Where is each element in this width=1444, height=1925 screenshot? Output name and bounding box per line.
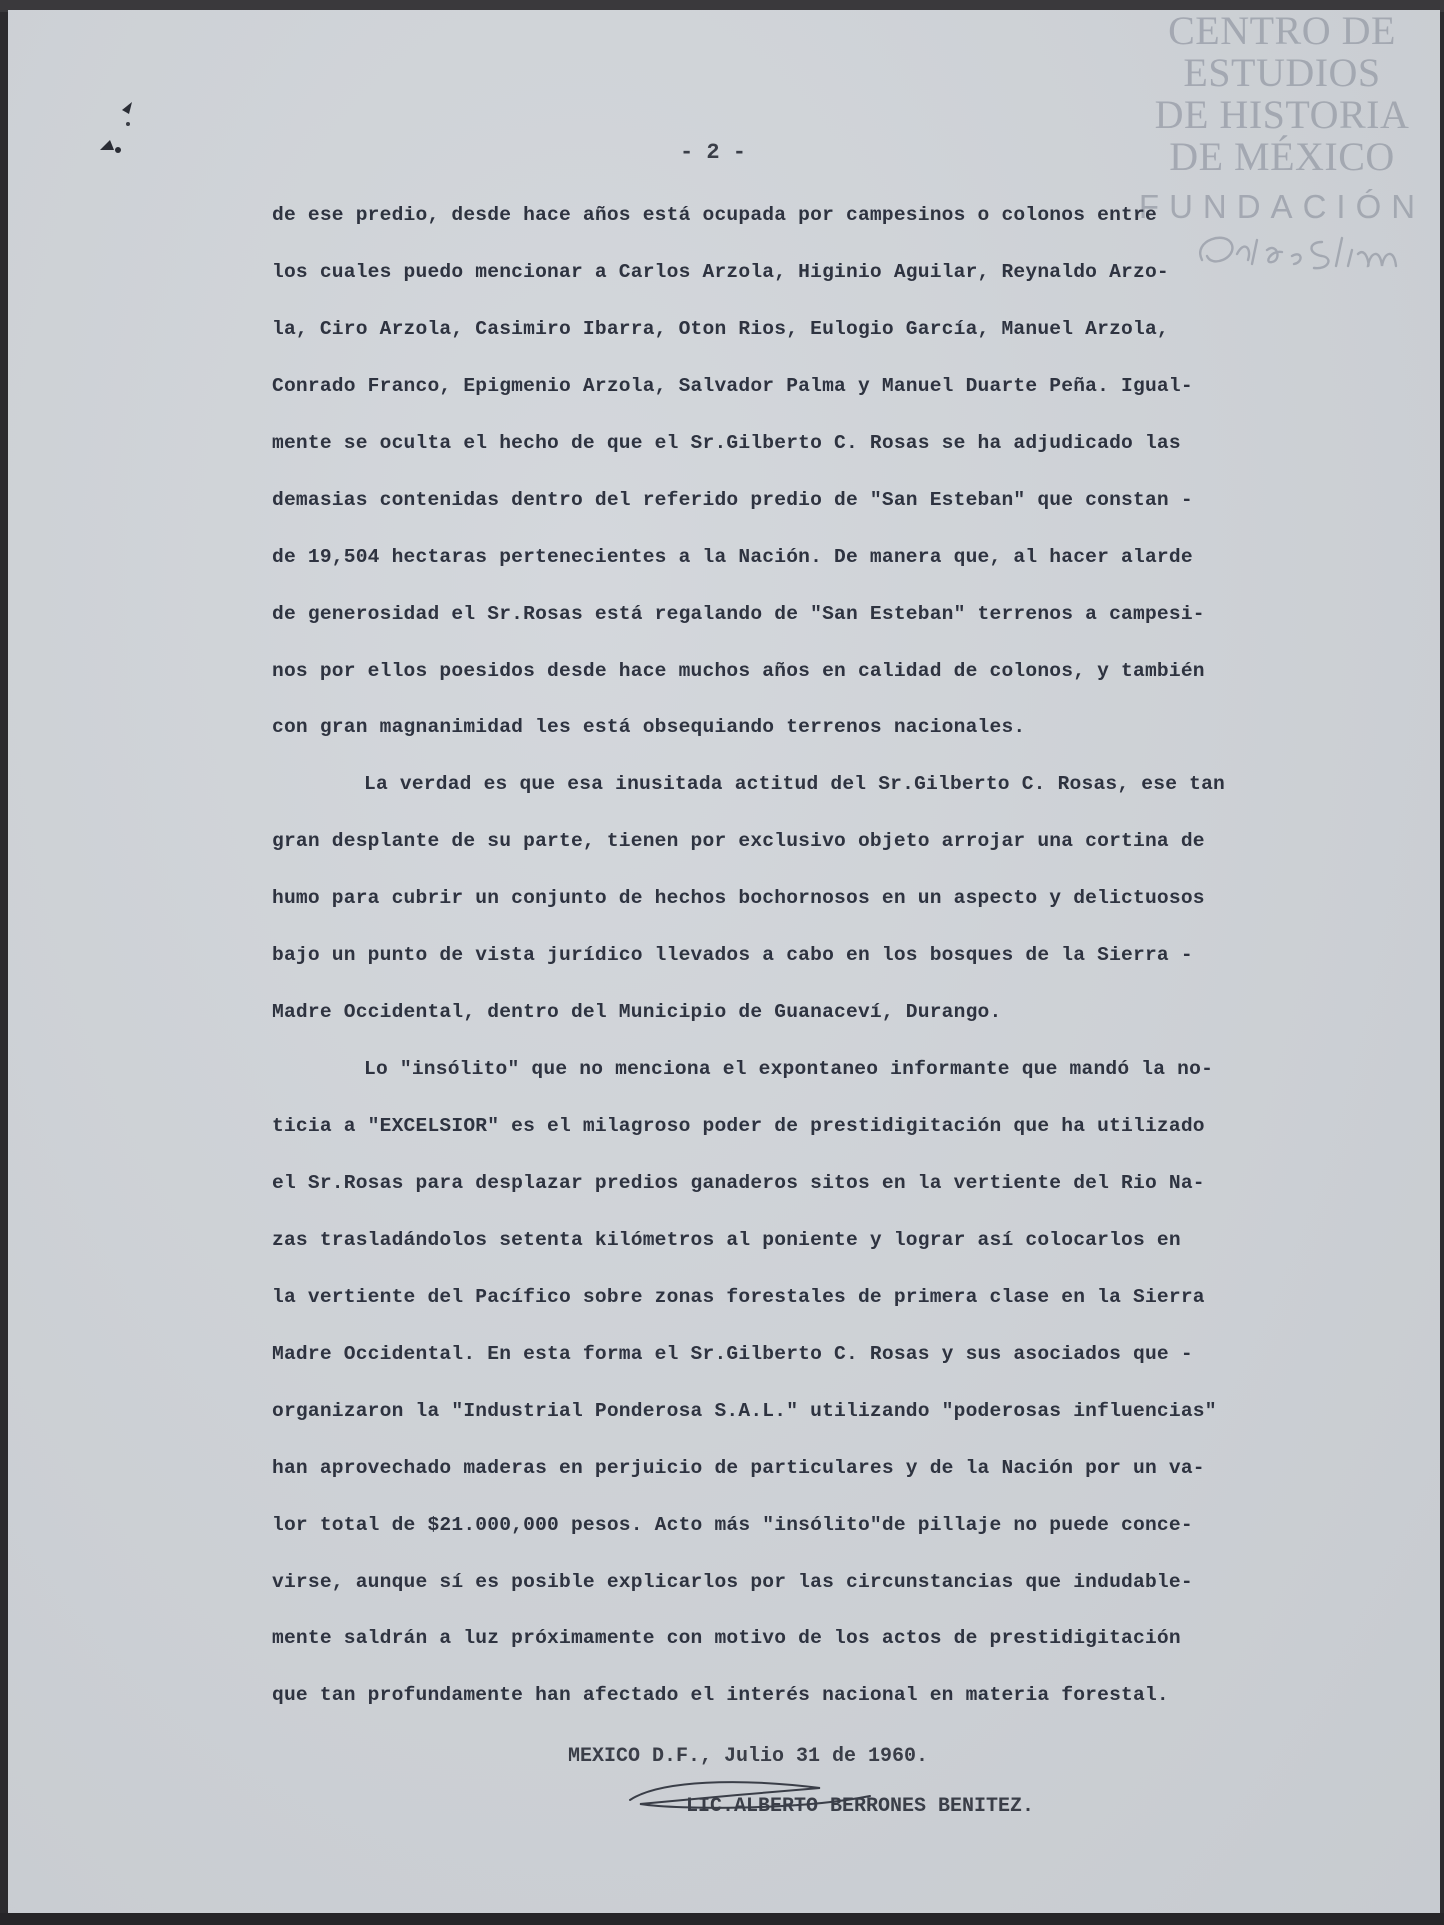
ink-specks-icon xyxy=(92,90,162,160)
place-date: MEXICO D.F., Julio 31 de 1960. xyxy=(568,1745,929,1768)
text-line: Conrado Franco, Epigmenio Arzola, Salvador Palma y Manuel Duarte Peña. Igual- xyxy=(272,374,1193,397)
text-line: virse, aunque sí es posible explicarlos por las circunstancias que indudable- xyxy=(272,1570,1193,1593)
text-line: lor total de $21.000,000 pesos. Acto más "insólito"de pillaje no puede conce- xyxy=(272,1513,1193,1536)
watermark-foundation: FUNDACIÓN xyxy=(1138,188,1426,225)
text-line: los cuales puedo mencionar a Carlos Arzola, Higinio Aguilar, Reynaldo Arzo- xyxy=(272,260,1169,283)
watermark-line: ESTUDIOS xyxy=(1183,50,1381,95)
text-line: humo para cubrir un conjunto de hechos bochornosos en un aspecto y delictuosos xyxy=(272,887,1205,910)
text-line: Madre Occidental. En esta forma el Sr.Gilberto C. Rosas y sus asociados que - xyxy=(272,1342,1193,1365)
text-line: de 19,504 hectaras pertenecientes a la Nación. De manera que, al hacer alarde xyxy=(272,545,1193,568)
scan-bottom-edge xyxy=(0,1913,1444,1925)
watermark-line: CENTRO DE xyxy=(1168,8,1396,53)
text-line: de ese predio, desde hace años está ocupada por campesinos o colonos entre xyxy=(272,204,1157,226)
text-line: zas trasladándolos setenta kilómetros al poniente y lograr así colocarlos en xyxy=(272,1228,1181,1251)
text-line: la, Ciro Arzola, Casimiro Ibarra, Oton Rios, Eulogio García, Manuel Arzola, xyxy=(272,317,1169,340)
text-line: Lo "insólito" que no menciona el expontaneo informante que mandó la no- xyxy=(364,1058,1214,1081)
text-line: la vertiente del Pacífico sobre zonas forestales de primera clase en la Sierra xyxy=(272,1285,1205,1308)
text-line: gran desplante de su parte, tienen por exclusivo objeto arrojar una cortina de xyxy=(272,830,1205,853)
text-line: mente se oculta el hecho de que el Sr.Gilberto C. Rosas se ha adjudicado las xyxy=(272,431,1181,454)
signatory-name: LIC.ALBERTO BERRONES BENITEZ. xyxy=(686,1795,1035,1818)
text-line: La verdad es que esa inusitada actitud del Sr.Gilberto C. Rosas, ese tan xyxy=(364,773,1225,796)
watermark-line: DE MÉXICO xyxy=(1169,134,1395,179)
text-line: organizaron la "Industrial Ponderosa S.A.L." utilizando "poderosas influencias" xyxy=(272,1399,1217,1422)
text-line: nos por ellos poesidos desde hace muchos años en calidad de colonos, y también xyxy=(272,659,1205,682)
text-line: ticia a "EXCELSIOR" es el milagroso poder de prestidigitación que ha utilizado xyxy=(272,1115,1205,1137)
watermark-line: DE HISTORIA xyxy=(1154,92,1410,137)
text-line: han aprovechado maderas en perjuicio de particulares y de la Nación por un va- xyxy=(272,1456,1205,1479)
text-line: con gran magnanimidad les está obsequiando terrenos nacionales. xyxy=(272,716,1026,739)
text-line: que tan profundamente han afectado el interés nacional en materia forestal. xyxy=(272,1684,1169,1707)
text-line: Madre Occidental, dentro del Municipio de Guanaceví, Durango. xyxy=(272,1001,1002,1024)
text-line: mente saldrán a luz próximamente con motivo de los actos de prestidigitación xyxy=(272,1627,1181,1650)
page-number: - 2 - xyxy=(680,140,747,165)
text-line: demasias contenidas dentro del referido predio de "San Esteban" que constan - xyxy=(272,488,1193,511)
closing-block xyxy=(568,1732,1034,1832)
text-line: el Sr.Rosas para desplazar predios ganaderos sitos en la vertiente del Rio Na- xyxy=(272,1171,1205,1194)
text-line: de generosidad el Sr.Rosas está regalando de "San Esteban" terrenos a campesi- xyxy=(272,602,1205,625)
letter-body xyxy=(272,187,1392,1724)
text-line: bajo un punto de vista jurídico llevados a cabo en los bosques de la Sierra - xyxy=(272,944,1193,967)
